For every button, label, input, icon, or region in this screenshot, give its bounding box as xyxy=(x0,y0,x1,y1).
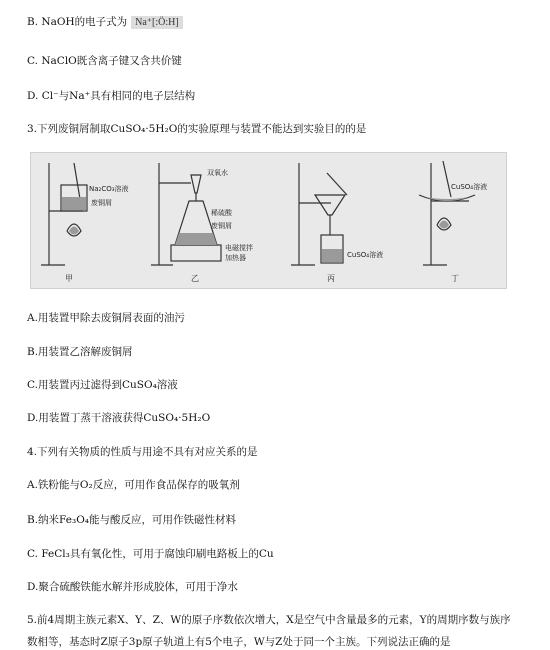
option-c-naclo: C. NaClO既含离子键又含共价键 xyxy=(27,55,182,67)
option-b-text: B. NaOH的电子式为 xyxy=(27,16,128,28)
question-5-stem-line2: 数相等，基态时Z原子3p原子轨道上有5个电子，W与Z处于同一个主族。下列说法正确的是 xyxy=(27,636,451,648)
question-3-stem: 3.下列废铜屑制取CuSO₄·5H₂O的实验原理与装置不能达到实验目的的是 xyxy=(27,123,367,135)
ding-caption: 丁 xyxy=(451,274,459,283)
question-4-stem: 4.下列有关物质的性质与用途不具有对应关系的是 xyxy=(27,446,258,458)
yi-label-stirrer: 电磁搅拌 xyxy=(225,244,253,252)
jia-caption: 甲 xyxy=(65,274,73,283)
naoh-electron-formula: Na⁺[:Ö:H] xyxy=(131,16,183,29)
question-4-option-a: A.铁粉能与O₂反应，可用作食品保存的吸氧剂 xyxy=(27,479,240,491)
bing-label-cuso4: CuSO₄溶液 xyxy=(347,251,384,259)
apparatus-figure xyxy=(30,152,507,289)
ding-label-cuso4: CuSO₄溶液 xyxy=(451,183,488,191)
yi-label-h2so4: 稀硫酸 xyxy=(211,209,232,217)
option-d-cl: D. Cl⁻与Na⁺具有相同的电子层结构 xyxy=(27,90,196,102)
yi-label-h2o2: 双氧水 xyxy=(207,169,228,177)
option-b-naoh xyxy=(27,14,183,29)
jia-label-na2co3: Na₂CO₃溶液 xyxy=(89,185,129,193)
question-4-option-b: B.纳米Fe₃O₄能与酸反应，可用作铁磁性材料 xyxy=(27,514,237,526)
question-3-option-c: C.用装置丙过滤得到CuSO₄溶液 xyxy=(27,379,178,391)
question-3-option-a: A.用装置甲除去废铜屑表面的油污 xyxy=(27,312,185,324)
yi-label-copper: 废铜屑 xyxy=(211,222,232,230)
question-4-option-c: C. FeCl₃具有氧化性，可用于腐蚀印刷电路板上的Cu xyxy=(27,548,274,560)
question-3-option-b: B.用装置乙溶解废铜屑 xyxy=(27,346,133,358)
question-3-option-d: D.用装置丁蒸干溶液获得CuSO₄·5H₂O xyxy=(27,412,211,424)
question-4-option-d: D.聚合硫酸铁能水解并形成胶体，可用于净水 xyxy=(27,581,238,593)
yi-label-heater: 加热器 xyxy=(225,254,246,262)
apparatus-diagram xyxy=(31,153,506,288)
yi-caption: 乙 xyxy=(191,274,199,283)
jia-label-copper: 废铜屑 xyxy=(91,199,112,207)
question-5-stem-line1: 5.前4周期主族元素X、Y、Z、W的原子序数依次增大，X是空气中含量最多的元素，Y的周期序数与族序 xyxy=(27,614,511,626)
bing-caption: 丙 xyxy=(327,274,335,283)
